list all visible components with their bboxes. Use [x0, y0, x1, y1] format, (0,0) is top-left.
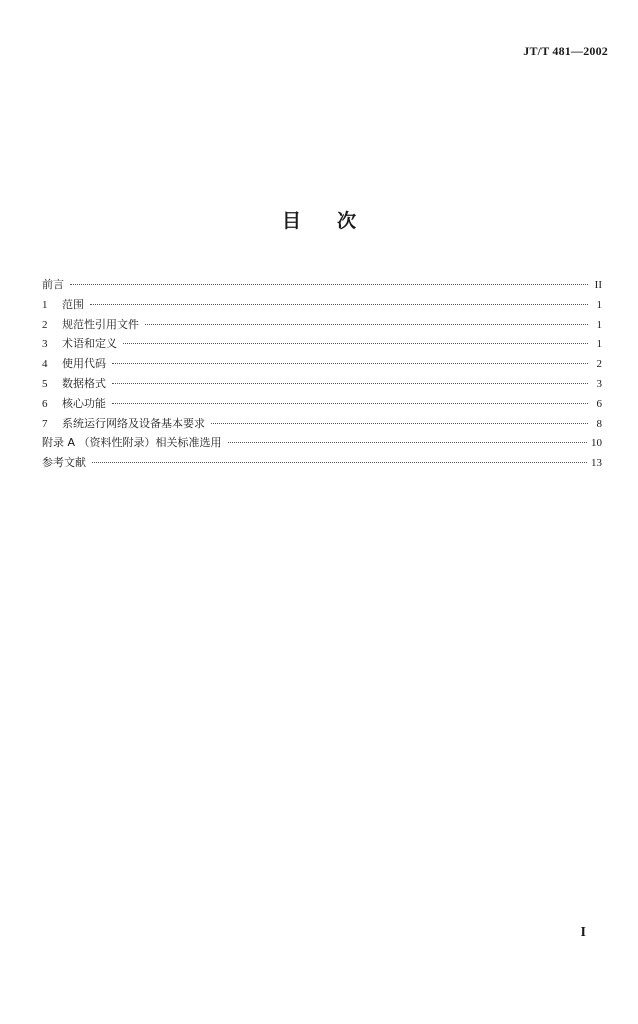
- toc-leader-dots: [211, 423, 588, 424]
- toc-leader-dots: [123, 343, 588, 344]
- toc-leader-dots: [112, 363, 588, 364]
- toc-number: 3: [42, 338, 48, 351]
- toc-row-foreword[interactable]: [42, 275, 602, 295]
- toc-row-7[interactable]: [42, 414, 602, 434]
- toc-label: 系统运行网络及设备基本要求: [62, 416, 205, 430]
- toc-page: 1: [596, 318, 602, 331]
- toc-leader-dots: [145, 324, 588, 325]
- page-number: I: [580, 925, 586, 940]
- toc-page: 2: [596, 358, 602, 371]
- toc-number: 5: [42, 377, 48, 390]
- toc-leader-dots: [112, 383, 588, 384]
- toc-page: 13: [591, 457, 602, 470]
- toc-label: 核心功能: [62, 396, 106, 410]
- toc-row-6[interactable]: [42, 394, 602, 414]
- toc-number: 4: [42, 358, 48, 371]
- toc-label: 数据格式: [62, 376, 106, 390]
- toc-number: 7: [42, 417, 48, 430]
- toc-page: 1: [596, 338, 602, 351]
- toc-row-2[interactable]: [42, 315, 602, 335]
- toc-label: 参考文献: [42, 456, 86, 470]
- toc-row-3[interactable]: [42, 334, 602, 354]
- toc-row-5[interactable]: [42, 374, 602, 394]
- toc-row-bibliography[interactable]: [42, 453, 602, 473]
- toc-label: 前言: [42, 278, 64, 291]
- toc-label: 术语和定义: [62, 337, 117, 351]
- toc-number: 6: [42, 397, 48, 410]
- toc-page: 3: [596, 377, 602, 390]
- page-title: [0, 206, 638, 233]
- toc-number: 2: [42, 318, 48, 331]
- toc-page: II: [594, 279, 602, 291]
- toc-label: 附录 A （资料性附录）相关标准选用: [42, 436, 222, 450]
- table-of-contents: [42, 275, 602, 473]
- toc-row-appendix-a[interactable]: [42, 433, 602, 453]
- toc-leader-dots: [228, 442, 587, 443]
- toc-row-1[interactable]: [42, 295, 602, 315]
- toc-leader-dots: [112, 403, 588, 404]
- toc-page: 6: [596, 397, 602, 410]
- toc-page: 1: [596, 298, 602, 311]
- toc-label: 规范性引用文件: [62, 317, 139, 331]
- toc-leader-dots: [92, 462, 587, 463]
- toc-number: 1: [42, 298, 48, 311]
- toc-label: 使用代码: [62, 357, 106, 371]
- title-char-1: 目: [281, 210, 301, 232]
- toc-row-4[interactable]: [42, 354, 602, 374]
- title-char-2: 次: [337, 210, 357, 232]
- toc-label: 范围: [62, 297, 84, 311]
- toc-page: 8: [596, 417, 602, 430]
- toc-page: 10: [591, 437, 602, 450]
- toc-leader-dots: [90, 304, 588, 305]
- standard-code: JT/T 481—2002: [523, 44, 608, 58]
- toc-leader-dots: [70, 284, 588, 285]
